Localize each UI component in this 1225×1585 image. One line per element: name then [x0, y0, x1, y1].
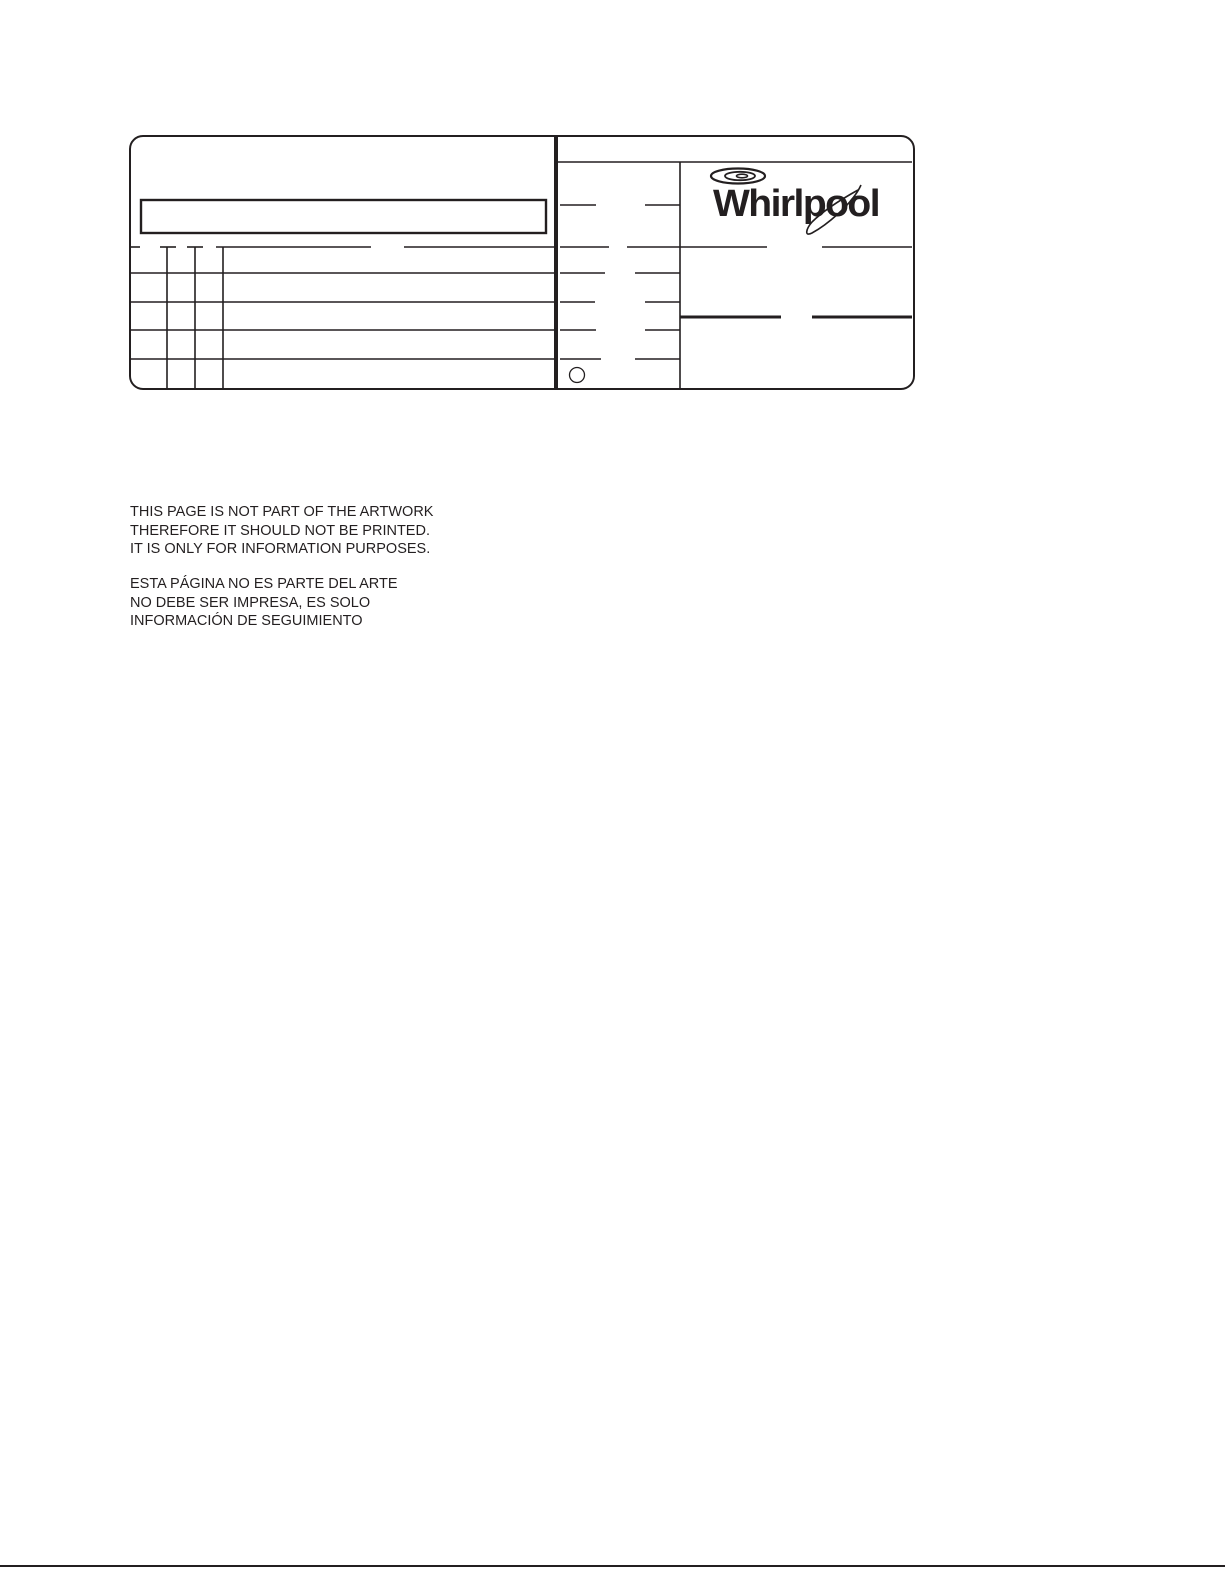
notice-english-line-3: IT IS ONLY FOR INFORMATION PURPOSES. [130, 541, 431, 557]
checkbox-circle [570, 368, 585, 383]
notice-english-line-2: THEREFORE IT SHOULD NOT BE PRINTED. [130, 522, 430, 539]
revision-label-frame [0, 0, 1225, 420]
notice-spanish-line-3: INFORMACIÓN DE SEGUIMIENTO [130, 613, 363, 629]
label-outer-border [130, 136, 914, 389]
title-input-box [141, 200, 546, 233]
page-bottom-rule [0, 1565, 1225, 1567]
notice-spanish [130, 575, 398, 631]
whirlpool-logo [711, 169, 879, 235]
revision-table-columns [167, 247, 223, 389]
notice-spanish-line-2: NO DEBE SER IMPRESA, ES SOLO [130, 594, 371, 611]
revision-table-rows [130, 273, 554, 359]
notice-english-line-1: THIS PAGE IS NOT PART OF THE ARTWORK [130, 504, 434, 520]
notice-spanish-line-1: ESTA PÁGINA NO ES PARTE DEL ARTE [130, 576, 398, 592]
approval-panel-lines [680, 247, 912, 317]
svg-text:Whirlpool: Whirlpool [713, 183, 879, 225]
notice-english [130, 503, 433, 559]
swirl-icon [711, 169, 765, 184]
